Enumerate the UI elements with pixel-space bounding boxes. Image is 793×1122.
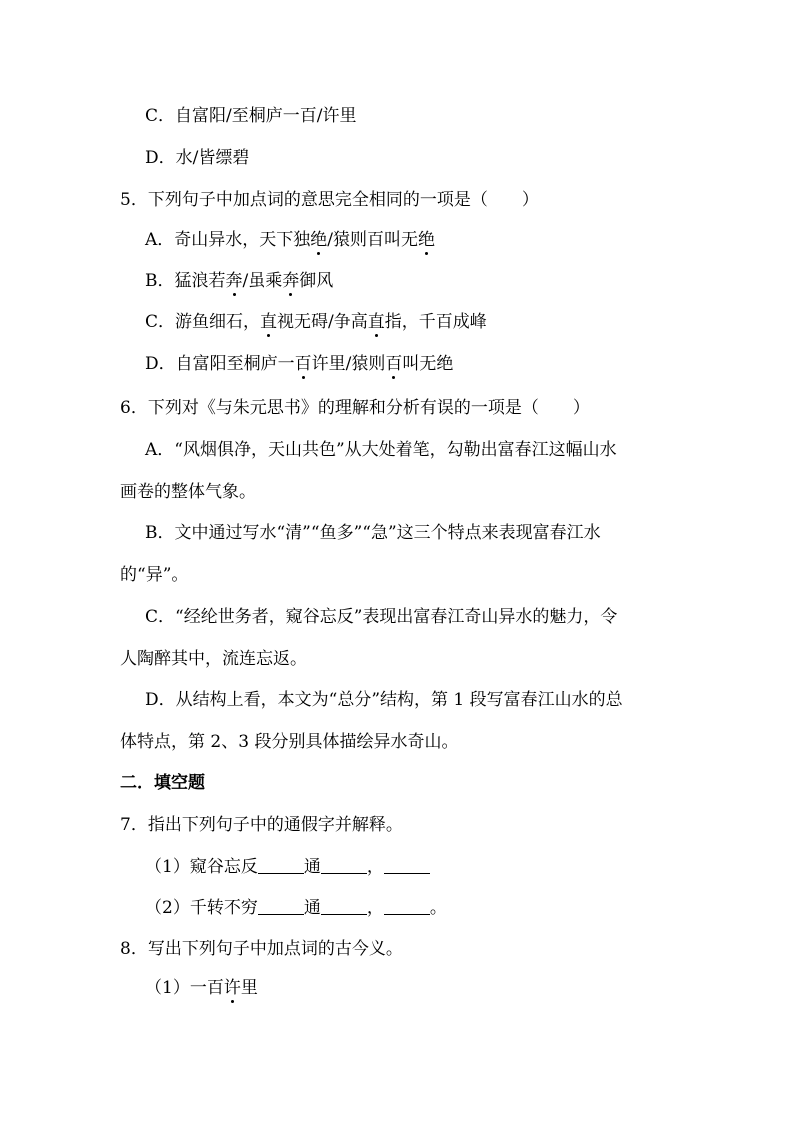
dotted-word: 奔 (225, 271, 243, 291)
q5-option-a (145, 228, 435, 252)
text: 许里/猿则 (311, 354, 386, 374)
q8-stem: 8．写出下列句子中加点词的古今义。 (120, 939, 403, 959)
text: （1）窥谷忘反 (145, 857, 258, 877)
q5-option-c (145, 310, 487, 334)
text: 御风 (299, 271, 334, 291)
text: 通 (303, 898, 321, 918)
q6-stem: 6．下列对《与朱元思书》的理解和分析有误的一项是（ ） (120, 398, 590, 418)
text: C．游鱼细石， (145, 312, 261, 332)
text: 叫无绝 (402, 354, 454, 374)
section-heading: 二．填空题 (120, 773, 205, 793)
dotted-word: 直 (367, 312, 385, 332)
answer-blank[interactable] (384, 855, 430, 874)
text: 视无碍/争高 (277, 312, 368, 332)
answer-blank[interactable] (258, 855, 304, 874)
answer-blank[interactable] (258, 896, 304, 915)
text: 。 (429, 898, 447, 918)
answer-blank[interactable] (384, 896, 430, 915)
q5-stem: 5．下列句子中加点词的意思完全相同的一项是（ ） (120, 190, 539, 210)
text: A．奇山异水，天下独 (145, 230, 311, 250)
answer-blank[interactable] (321, 896, 367, 915)
dotted-word: 绝 (310, 230, 328, 250)
q6-option-b-line1: B．文中通过写水“清”“鱼多”“急”这三个特点来表现富春江水 (145, 523, 601, 543)
q6-option-c-line1: C．“经纶世务者，窥谷忘反”表现出富春江奇山异水的魅力，令 (145, 607, 618, 627)
text: ， (366, 857, 384, 877)
q6-option-b-line2: 的“异”。 (120, 565, 189, 585)
dotted-word: 百 (294, 354, 312, 374)
q4-option-c: C．自富阳/至桐庐一百/许里 (145, 106, 357, 126)
dotted-word: 百 (385, 354, 403, 374)
q8-item-1 (145, 976, 258, 1000)
text: （2）千转不穷 (145, 898, 258, 918)
q6-option-a-line1: A．“风烟俱净，天山共色”从大处着笔，勾勒出富春江这幅山水 (145, 440, 617, 460)
q7-item-2 (145, 896, 447, 920)
q6-option-d-line1: D．从结构上看，本文为“总分”结构，第 1 段写富春江山水的总 (145, 690, 623, 710)
dotted-word: 奔 (282, 271, 300, 291)
text: B．猛浪若 (145, 271, 226, 291)
text: /虽乘 (242, 271, 283, 291)
text: ， (366, 898, 384, 918)
q7-stem: 7．指出下列句子中的通假字并解释。 (120, 815, 403, 835)
text: 指，千百成峰 (384, 312, 487, 332)
text: /猿则百叫无 (327, 230, 419, 250)
answer-blank[interactable] (321, 855, 367, 874)
q6-option-d-line2: 体特点，第 2、3 段分别具体描绘异水奇山。 (120, 732, 459, 752)
q4-option-d: D．水/皆缥碧 (145, 148, 250, 168)
dotted-word: 许 (223, 978, 241, 998)
text: 里 (240, 978, 258, 998)
q5-option-b (145, 269, 333, 293)
q7-item-1 (145, 855, 430, 879)
dotted-word: 直 (260, 312, 278, 332)
text: D．自富阳至桐庐一 (145, 354, 295, 374)
text: 通 (303, 857, 321, 877)
q6-option-a-line2: 画卷的整体气象。 (120, 482, 256, 502)
q6-option-c-line2: 人陶醉其中，流连忘返。 (120, 649, 307, 669)
dotted-word: 绝 (418, 230, 436, 250)
q5-option-d (145, 352, 453, 376)
text: （1）一百 (145, 978, 224, 998)
